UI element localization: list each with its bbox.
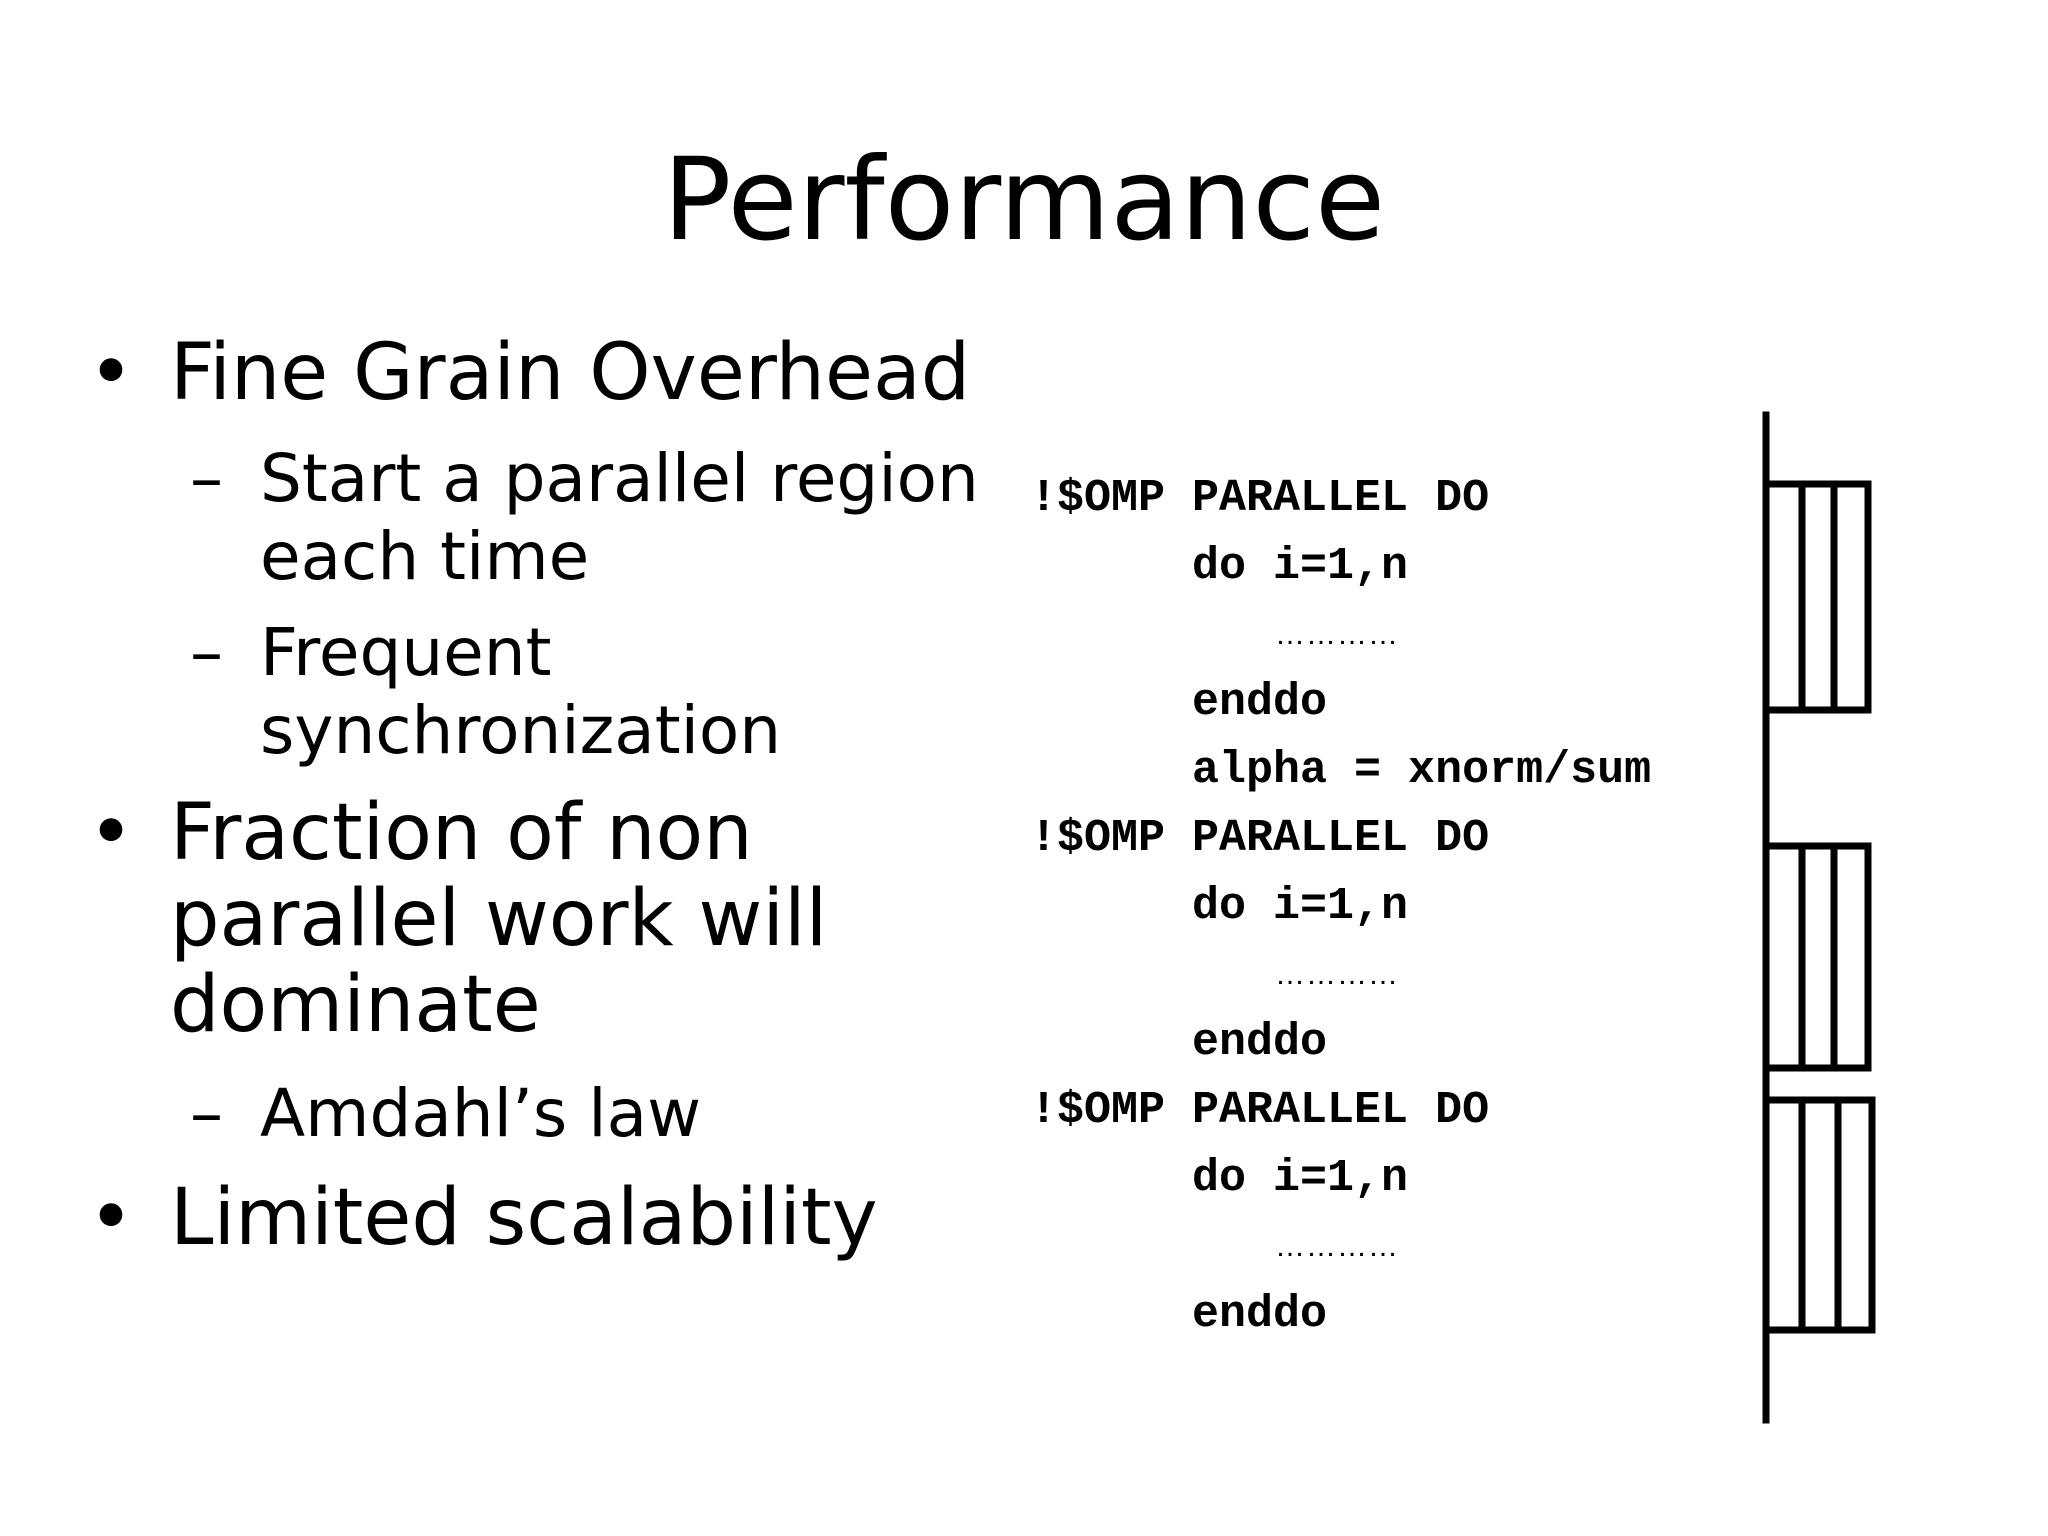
- code-line: enddo: [1030, 1289, 1328, 1340]
- code-line: do i=1,n: [1030, 1153, 1409, 1204]
- code-line: !$OMP PARALLEL DO: [1030, 473, 1490, 524]
- sub-bullet-text: Start a parallel region each time: [260, 440, 979, 595]
- bullet-text: Limited scalability: [170, 1173, 878, 1263]
- fork-join-diagram: [1740, 400, 1900, 1440]
- bullet-glyph: •: [88, 788, 135, 878]
- sub-bullet-glyph: –: [190, 440, 223, 517]
- bullet-text: Fraction of non parallel work will dominate: [170, 788, 828, 1050]
- parallel-region: [1766, 846, 1868, 1068]
- parallel-region: [1766, 1100, 1872, 1330]
- bullet-glyph: •: [88, 1173, 135, 1263]
- sub-bullet-text: Amdahl’s law: [260, 1075, 702, 1152]
- code-line: !$OMP PARALLEL DO: [1030, 1085, 1490, 1136]
- sub-bullet-text: Frequent synchronization: [260, 614, 782, 769]
- bullet-text: Fine Grain Overhead: [170, 328, 971, 418]
- code-line: enddo: [1030, 1017, 1328, 1068]
- sub-bullet-glyph: –: [190, 1075, 223, 1152]
- code-line: do i=1,n: [1030, 881, 1409, 932]
- slide-title: Performance: [662, 133, 1386, 266]
- bullet-glyph: •: [88, 328, 135, 418]
- parallel-region: [1766, 484, 1868, 710]
- code-ellipsis: …………: [1275, 1230, 1399, 1263]
- code-line: enddo: [1030, 677, 1328, 728]
- code-line: !$OMP PARALLEL DO: [1030, 813, 1490, 864]
- sub-bullet-glyph: –: [190, 614, 223, 691]
- code-line: alpha = xnorm/sum: [1030, 745, 1652, 796]
- code-ellipsis: …………: [1275, 958, 1399, 991]
- code-line: do i=1,n: [1030, 541, 1409, 592]
- code-ellipsis: …………: [1275, 618, 1399, 651]
- bullet-list: [0, 0, 1000, 1536]
